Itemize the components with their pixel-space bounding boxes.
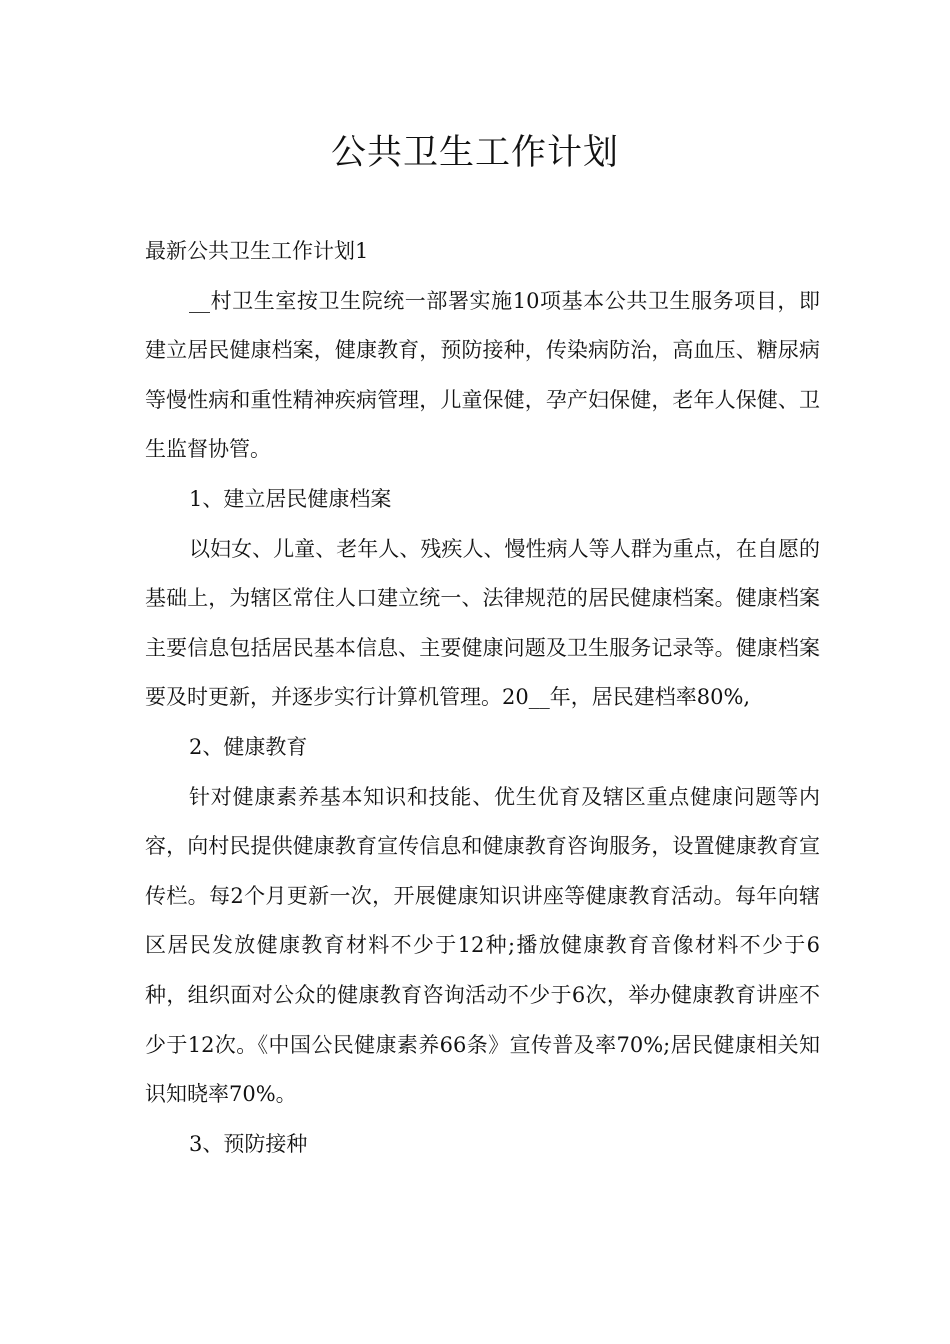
document-title: 公共卫生工作计划 [330, 133, 619, 173]
intro-paragraph: __村卫生室按卫生院统一部署实施10项基本公共卫生服务项目，即建立居民健康档案，健康教育，预防接种，传染病防治，高血压、糖尿病等慢性病和重性精神疾病管理，儿童保健，孕产妇保健，老年人保健、卫生监督协管。 [145, 288, 820, 462]
section-heading-health-records: 1、建立居民健康档案 [189, 486, 392, 511]
section-heading-health-education: 2、健康教育 [189, 734, 308, 759]
section-heading-vaccination: 3、预防接种 [189, 1131, 308, 1156]
health-education-paragraph: 针对健康素养基本知识和技能、优生优育及辖区重点健康问题等内容，向村民提供健康教育宣传信息和健康教育咨询服务，设置健康教育宣传栏。每2个月更新一次，开展健康知识讲座等健康教育活动。每年向辖区居民发放健康教育材料不少于12种;播放健康教育音像材料不少于6种，组织面对公众的健康教育咨询活动不少于6次，举办健康教育讲座不少于12次。《中国公民健康素养66条》宣传普及率70%;居民健康相关知识知晓率70%。 [145, 784, 820, 1107]
document-body [145, 227, 820, 1169]
health-records-paragraph: 以妇女、儿童、老年人、残疾人、慢性病人等人群为重点，在自愿的基础上，为辖区常住人口建立统一、法律规范的居民健康档案。健康档案主要信息包括居民基本信息、主要健康问题及卫生服务记录等。健康档案要及时更新，并逐步实行计算机管理。20__年，居民建档率80%, [145, 536, 820, 710]
document-subtitle: 最新公共卫生工作计划1 [145, 239, 369, 263]
